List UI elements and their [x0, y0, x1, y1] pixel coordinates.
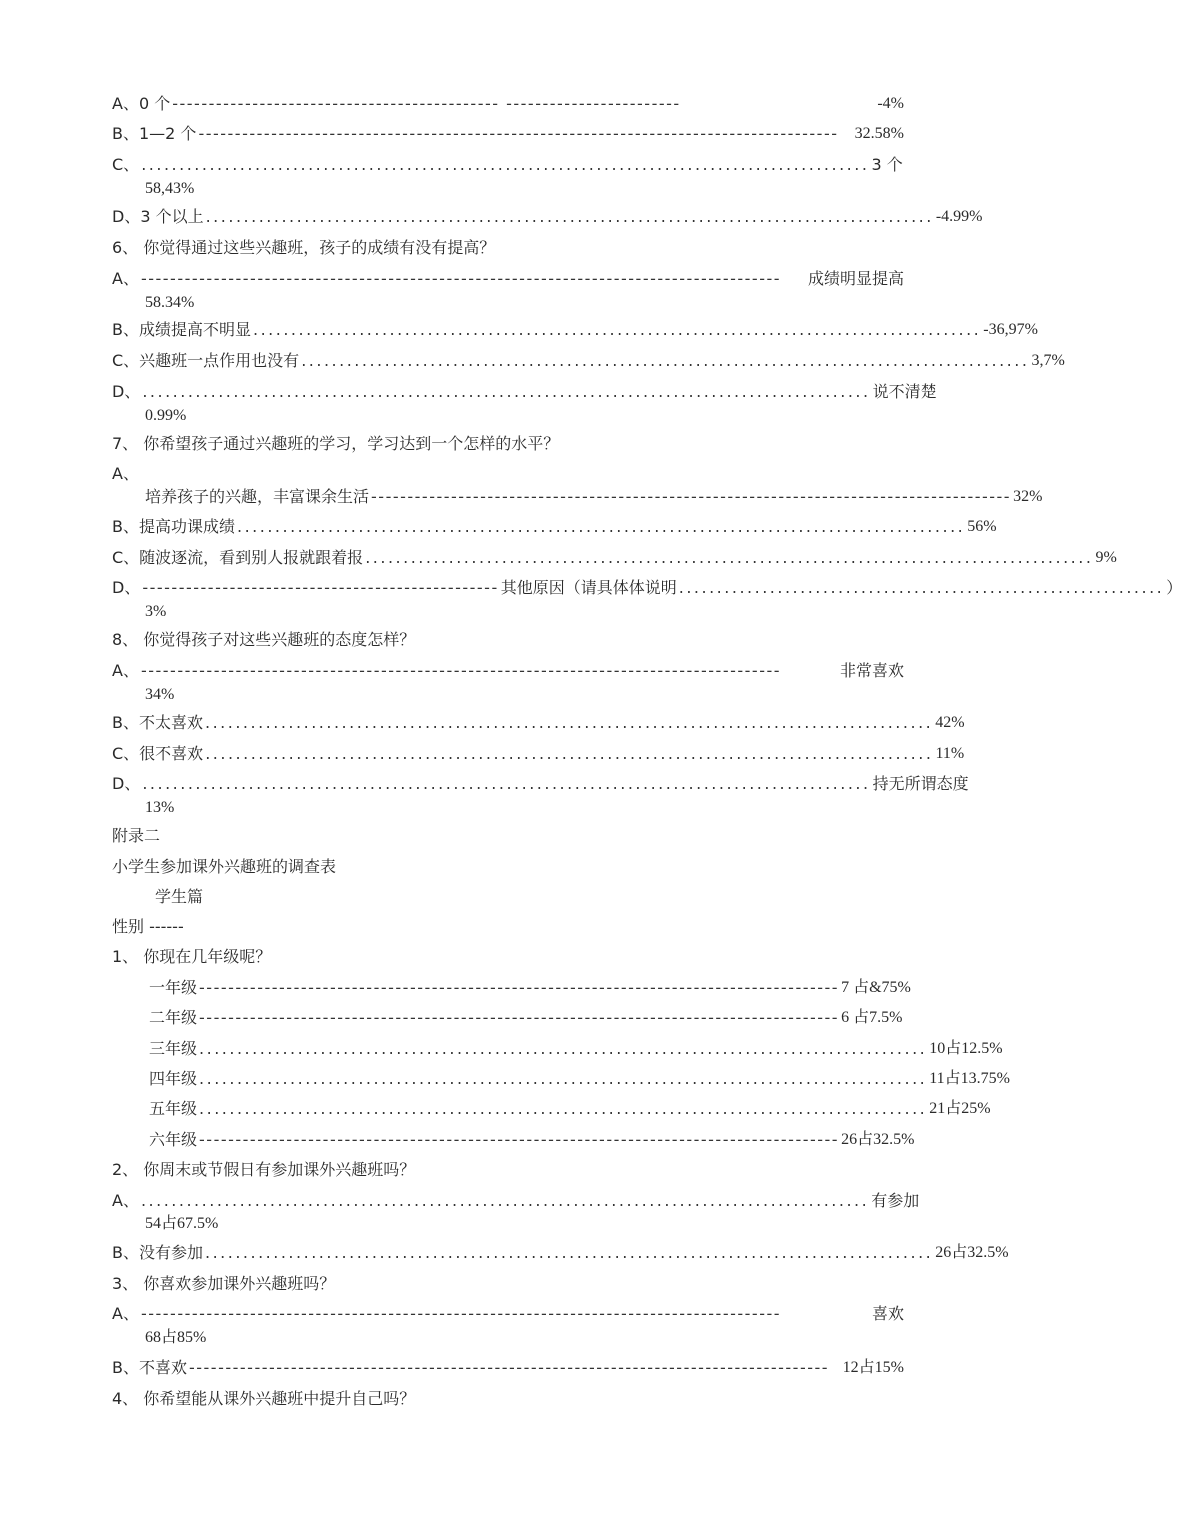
option-label: B、没有参加 [112, 1243, 203, 1262]
dot-leader: ................................................................ [678, 578, 1165, 597]
option-value: 10占12.5% [929, 1040, 1003, 1057]
question-6: 6、 你觉得通过这些兴趣班，孩子的成绩有没有提高？ [112, 238, 496, 257]
option-label: 四年级 [149, 1069, 198, 1088]
option-value: 持无所谓态度 [872, 774, 969, 793]
q3-option-a [112, 1302, 904, 1326]
q5-option-b [112, 122, 904, 146]
option-value: 11占13.75% [929, 1070, 1011, 1087]
option-value: 56% [967, 518, 997, 535]
q8-option-d [112, 772, 969, 796]
dot-leader: ................................................................................................ [141, 155, 870, 174]
option-label: D、3 个以上 [112, 207, 204, 226]
option-label: A、 [112, 661, 139, 680]
option-label: B、成绩提高不明显 [112, 320, 251, 339]
q6-option-a [112, 267, 904, 291]
option-value: -4% [877, 95, 904, 112]
q2-option-b [112, 1241, 1009, 1265]
dash-leader: ---------------------------------------------------------------------------------------- [140, 269, 782, 288]
q7-option-d [112, 576, 1182, 600]
dot-leader: ................................................................................................ [205, 744, 934, 763]
option-label: 培养孩子的兴趣，丰富课余生活 [145, 487, 370, 506]
dash-leader: ---------------------------------------------------------------------------------------- [199, 1130, 840, 1149]
continuation-value: 68占85% [145, 1329, 207, 1346]
option-label: A、 [112, 1304, 139, 1323]
option-label: 六年级 [149, 1130, 198, 1149]
q5-option-d [112, 205, 983, 229]
grade-1-row [149, 976, 911, 1000]
q7-option-a-text [145, 485, 1043, 509]
dot-leader: ................................................................................................ [142, 382, 871, 401]
option-label: A、 [112, 269, 139, 288]
option-value: 3 个 [871, 155, 903, 174]
dash-leader: ---------------------------------------------------------------------------------------- [198, 124, 839, 143]
grade-6-row [149, 1128, 915, 1152]
q2-option-a [112, 1189, 920, 1213]
option-label: C、兴趣班一点作用也没有 [112, 351, 300, 370]
option-value: 12占15% [842, 1359, 904, 1376]
question-1: 1、 你现在几年级呢？ [112, 947, 272, 966]
option-value: 26占32.5% [841, 1131, 915, 1148]
option-label: B、不喜欢 [112, 1358, 187, 1377]
question-8: 8、 你觉得孩子对这些兴趣班的态度怎样？ [112, 630, 416, 649]
dash-leader: --------------------------------------------- ------------------------ [172, 94, 681, 113]
option-value: 26占32.5% [935, 1244, 1009, 1261]
dash-leader: ---------------------------------------------------------------------------------------- [199, 978, 840, 997]
option-label: D、 [112, 774, 141, 793]
dot-leader: ................................................................................................ [301, 351, 1030, 370]
option-value: 32.58% [854, 125, 904, 142]
q6-option-c [112, 349, 1065, 373]
dash-leader: ---------------------------------------------------------------------------------------- [140, 661, 782, 680]
option-value: 6 占7.5% [841, 1009, 903, 1026]
survey-title: 小学生参加课外兴趣班的调查表 [112, 857, 337, 876]
continuation-value: 34% [145, 686, 175, 703]
dot-leader: ................................................................................................ [204, 1243, 934, 1262]
question-2: 2、 你周末或节假日有参加课外兴趣班吗？ [112, 1160, 416, 1179]
dot-leader: ................................................................................................ [205, 207, 934, 226]
q6-option-d [112, 380, 937, 404]
option-value: 成绩明显提高 [807, 269, 904, 288]
grade-5-row [149, 1097, 991, 1121]
option-value: 7 占&75% [841, 979, 911, 996]
grade-2-row [149, 1006, 903, 1030]
q7-option-b [112, 515, 997, 539]
dot-leader: ................................................................................................ [236, 517, 966, 536]
q8-option-a [112, 659, 904, 683]
appendix-heading: 附录二 [112, 826, 161, 845]
option-value: 说不清楚 [872, 382, 937, 401]
option-value: 喜欢 [871, 1304, 904, 1323]
dash-leader: ---------------------------------------------------------------------------------------- [188, 1358, 830, 1377]
option-value: 其他原因（请具体体说明 [500, 578, 677, 597]
dot-leader: ................................................................................................ [142, 774, 871, 793]
option-label: C、 [112, 155, 140, 174]
q8-option-c [112, 742, 965, 766]
dash-leader: ---------------------------------------------------------------------------------------- [140, 1304, 782, 1323]
question-3: 3、 你喜欢参加课外兴趣班吗？ [112, 1274, 336, 1293]
option-label: A、0 个 [112, 94, 171, 113]
option-label: D、 [112, 382, 141, 401]
question-7: 7、 你希望孩子通过兴趣班的学习，学习达到一个怎样的水平？ [112, 434, 560, 453]
dot-leader: ................................................................................................ [365, 548, 1094, 567]
dot-leader: ................................................................................................ [199, 1039, 928, 1058]
option-label: C、随波逐流，看到别人报就跟着报 [112, 548, 364, 567]
option-value: 3,7% [1031, 352, 1065, 369]
continuation-value: 0.99% [145, 407, 187, 424]
dash-leader: ---------------------------------------------------------------------------------------- [199, 1008, 840, 1027]
grade-4-row [149, 1067, 1011, 1091]
option-label: A、 [112, 1191, 139, 1210]
option-label: 五年级 [149, 1099, 198, 1118]
gender-field: 性别 ------ [112, 917, 184, 936]
q7-option-a: A、 [112, 464, 139, 483]
continuation-value: 13% [145, 799, 175, 816]
option-value: 非常喜欢 [839, 661, 904, 680]
dot-leader: ................................................................................................ [252, 320, 982, 339]
option-value: -36,97% [983, 321, 1038, 338]
continuation-value: 58.34% [145, 294, 195, 311]
dash-leader: ---------------------------------------------------------------------------------------- [371, 487, 1012, 506]
option-label: B、提高功课成绩 [112, 517, 235, 536]
q5-option-c [112, 153, 903, 177]
option-value: 有参加 [871, 1191, 920, 1210]
q7-option-c [112, 546, 1117, 570]
continuation-value: 58,43% [145, 180, 195, 197]
continuation-value: 54占67.5% [145, 1215, 219, 1232]
option-label: B、不太喜欢 [112, 713, 203, 732]
q5-option-a [112, 92, 904, 116]
q6-option-b [112, 318, 1038, 342]
closing-paren: ） [1166, 578, 1182, 597]
section-title: 学生篇 [155, 887, 204, 906]
option-label: 二年级 [149, 1008, 198, 1027]
dot-leader: ................................................................................................ [199, 1069, 928, 1088]
option-value: 42% [935, 714, 965, 731]
option-label: 三年级 [149, 1039, 198, 1058]
q3-option-b [112, 1356, 904, 1380]
option-value: 21占25% [929, 1100, 991, 1117]
continuation-value: 3% [145, 603, 167, 620]
question-4: 4、 你希望能从课外兴趣班中提升自己吗？ [112, 1389, 416, 1408]
option-value: 32% [1013, 488, 1043, 505]
option-label: 一年级 [149, 978, 198, 997]
q8-option-b [112, 711, 965, 735]
dash-leader: ------------------------------------------------- [142, 578, 499, 597]
option-label: C、很不喜欢 [112, 744, 204, 763]
option-value: -4.99% [935, 208, 983, 225]
dot-leader: ................................................................................................ [199, 1099, 928, 1118]
grade-3-row [149, 1037, 1003, 1061]
option-value: 9% [1095, 549, 1117, 566]
dot-leader: ................................................................................................ [204, 713, 934, 732]
option-value: 11% [935, 745, 965, 762]
option-label: B、1—2 个 [112, 124, 197, 143]
dot-leader: ................................................................................................ [140, 1191, 870, 1210]
option-label: D、 [112, 578, 141, 597]
